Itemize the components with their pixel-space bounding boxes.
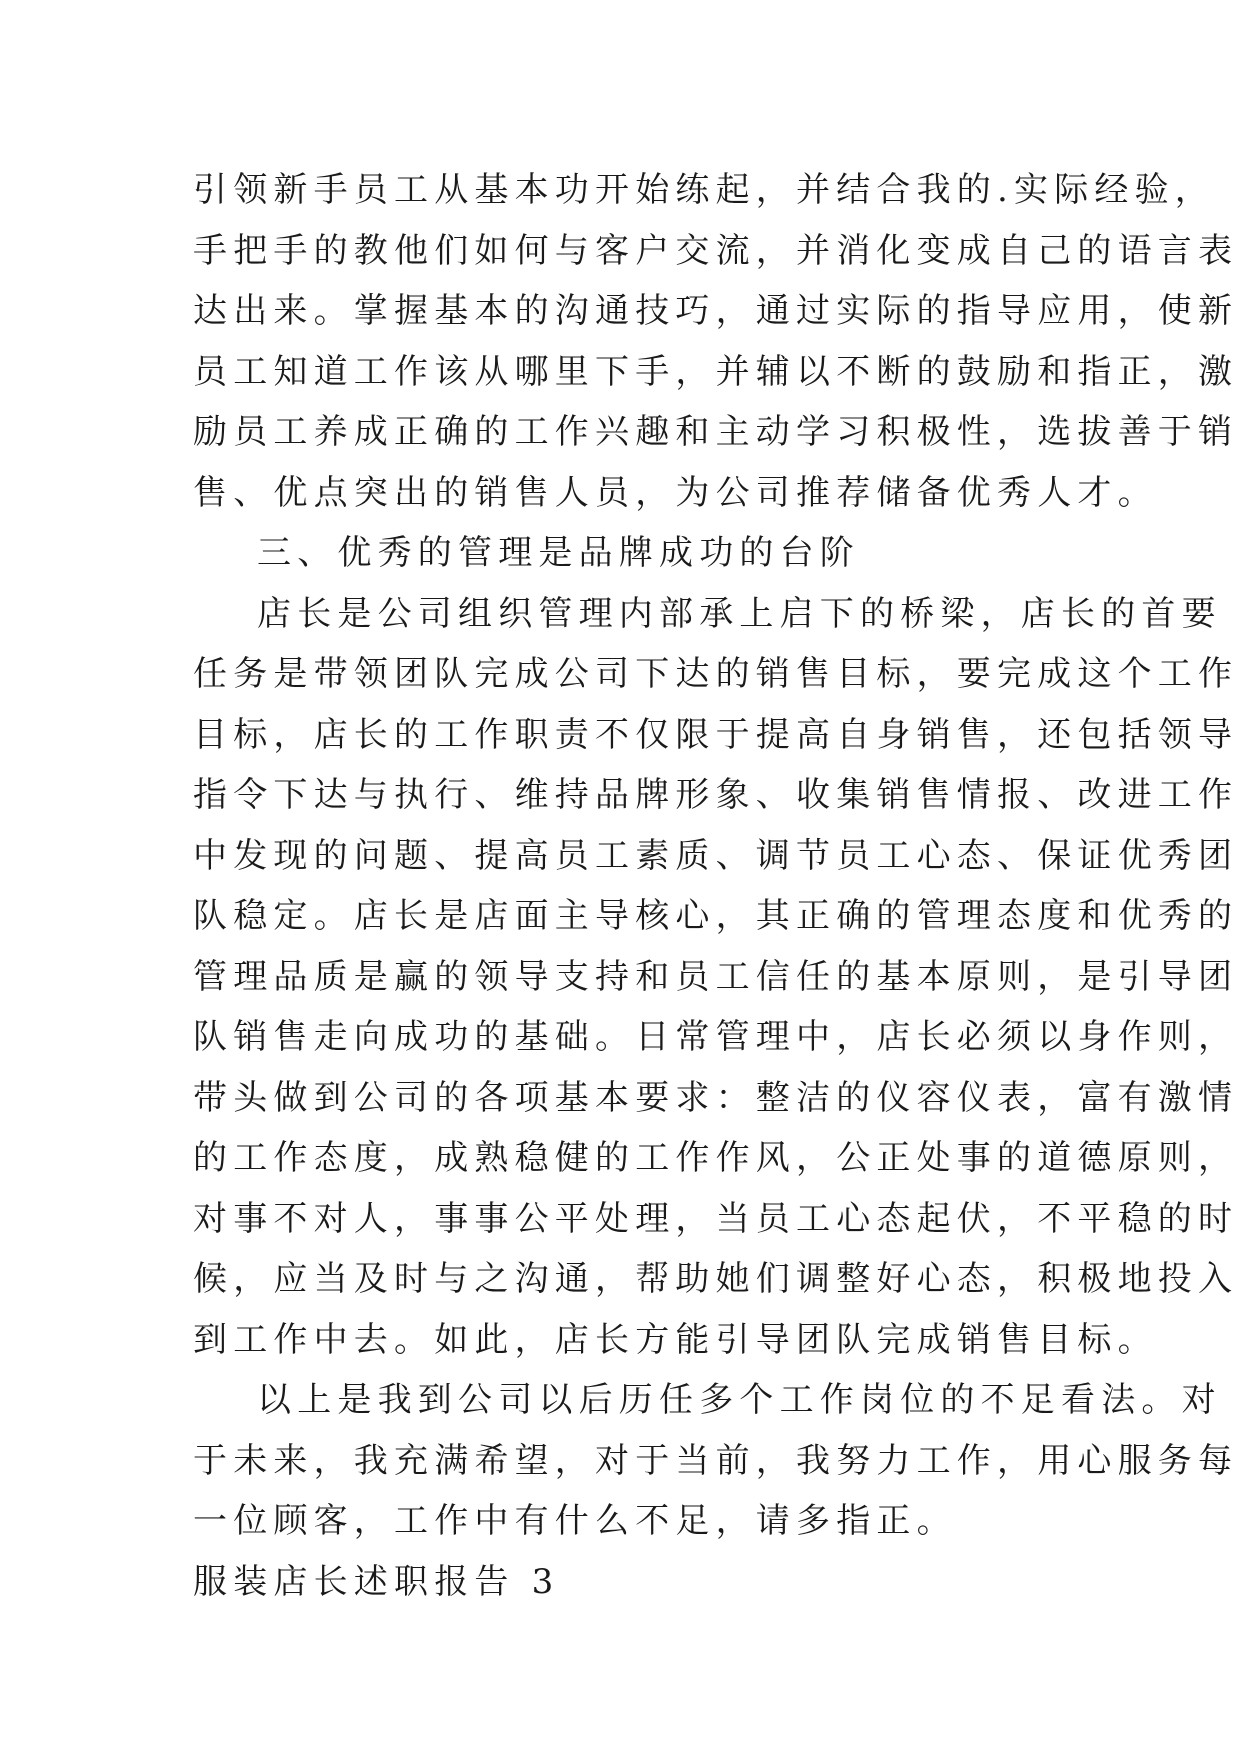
text-line: 队稳定。店长是店面主导核心，其正确的管理态度和优秀的 (193, 896, 1239, 936)
text-line: 指令下达与执行、维持品牌形象、收集销售情报、改进工作 (193, 775, 1239, 815)
text-line: 队销售走向成功的基础。日常管理中，店长必须以身作则， (193, 1017, 1239, 1057)
text-line: 售、优点突出的销售人员，为公司推荐储备优秀人才。 (193, 472, 1158, 513)
paragraph-first-line: 以上是我到公司以后历任多个工作岗位的不足看法。对 (257, 1380, 1222, 1420)
text-line: 对事不对人，事事公平处理，当员工心态起伏，不平稳的时 (193, 1198, 1239, 1239)
paragraph-first-line: 店长是公司组织管理内部承上启下的桥梁，店长的首要 (257, 593, 1222, 634)
text-line: 一位顾客，工作中有什么不足，请多指正。 (193, 1501, 957, 1541)
text-line: 中发现的问题、提高员工素质、调节员工心态、保证优秀团 (193, 835, 1239, 876)
text-line: 励员工养成正确的工作兴趣和主动学习积极性，选拔善于销 (193, 412, 1239, 452)
text-line: 目标，店长的工作职责不仅限于提高自身销售，还包括领导 (193, 714, 1239, 755)
document-title: 服装店长述职报告 3 (193, 1561, 560, 1602)
text-line: 管理品质是赢的领导支持和员工信任的基本原则，是引导团 (193, 956, 1239, 997)
text-line: 候，应当及时与之沟通，帮助她们调整好心态，积极地投入 (193, 1259, 1239, 1299)
text-line: 于未来，我充满希望，对于当前，我努力工作，用心服务每 (193, 1440, 1239, 1481)
text-line: 引领新手员工从基本功开始练起，并结合我的.实际经验， (193, 170, 1216, 210)
text-line: 达出来。掌握基本的沟通技巧，通过实际的指导应用，使新 (193, 291, 1239, 331)
text-line: 员工知道工作该从哪里下手，并辅以不断的鼓励和指正，激 (193, 351, 1239, 392)
section-heading: 三、优秀的管理是品牌成功的台阶 (257, 533, 860, 573)
text-line: 带头做到公司的各项基本要求：整洁的仪容仪表，富有激情 (193, 1077, 1239, 1118)
text-line: 到工作中去。如此，店长方能引导团队完成销售目标。 (193, 1319, 1158, 1360)
text-line: 手把手的教他们如何与客户交流，并消化变成自己的语言表 (193, 230, 1239, 271)
text-line: 的工作态度，成熟稳健的工作作风，公正处事的道德原则， (193, 1138, 1239, 1178)
document-body (193, 160, 1239, 1612)
text-line: 任务是带领团队完成公司下达的销售目标，要完成这个工作 (193, 654, 1239, 694)
